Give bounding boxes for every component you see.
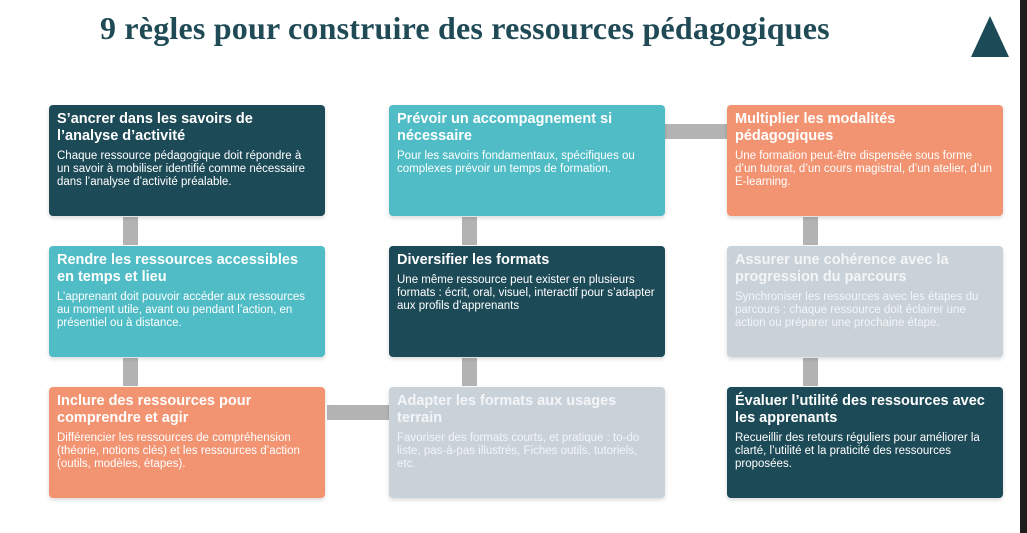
rule-card bbox=[389, 246, 665, 357]
connector bbox=[123, 217, 138, 245]
rule-text: Différencier les ressources de compréhension (théorie, notions clés) et les ressources d’action (outils, modèles, étapes). bbox=[57, 432, 300, 471]
triangle-icon bbox=[970, 14, 1010, 58]
rule-card bbox=[389, 387, 665, 498]
connector bbox=[123, 358, 138, 386]
connector bbox=[665, 124, 727, 139]
connector bbox=[462, 358, 477, 386]
rule-title: Diversifier les formats bbox=[397, 252, 550, 268]
rule-card bbox=[389, 105, 665, 216]
rule-text: Chaque ressource pédagogique doit répondre à un savoir à mobiliser identifié comme nécessaire dans l’analyse d’activité préalable. bbox=[57, 150, 305, 189]
rule-title: Prévoir un accompagnement si nécessaire bbox=[397, 111, 613, 144]
connector bbox=[803, 358, 818, 386]
rule-title: Rendre les ressources accessibles en temps et lieu bbox=[57, 252, 299, 285]
rule-text: Une même ressource peut exister en plusieurs formats : écrit, oral, visuel, interactif pour s’adapter aux profils d’apprenants bbox=[397, 274, 655, 313]
connector bbox=[462, 217, 477, 245]
rule-text: L’apprenant doit pouvoir accéder aux ressources au moment utile, avant ou pendant l’action, en présentiel ou à distance. bbox=[57, 291, 306, 330]
window-edge bbox=[1020, 0, 1027, 533]
rule-card bbox=[49, 105, 325, 216]
rule-card bbox=[49, 387, 325, 498]
rule-title: Évaluer l’utilité des ressources avec les apprenants bbox=[735, 393, 985, 426]
rule-title: Assurer une cohérence avec la progression du parcours bbox=[735, 252, 949, 285]
rule-text: Une formation peut-être dispensée sous forme d’un tutorat, d’un cours magistral, d’un atelier, d’un E-learning. bbox=[735, 150, 992, 189]
rule-text: Favoriser des formats courts, et pratique : to-do liste, pas-à-pas illustrés, Fiches outils, tutoriels, etc. bbox=[397, 432, 640, 471]
rule-card bbox=[727, 246, 1003, 357]
rule-text: Synchroniser les ressources avec les étapes du parcours : chaque ressource doit éclairer une action ou préparer une prochaine étape. bbox=[735, 291, 979, 330]
rule-title: Inclure des ressources pour comprendre et agir bbox=[57, 393, 252, 426]
connector bbox=[327, 405, 389, 420]
rule-text: Recueillir des retours réguliers pour améliorer la clarté, l’utilité et la praticité des ressources proposées. bbox=[735, 432, 980, 471]
rule-title: S’ancrer dans les savoirs de l’analyse d’activité bbox=[57, 111, 253, 144]
rule-card bbox=[727, 387, 1003, 498]
rule-title: Adapter les formats aux usages terrain bbox=[397, 393, 617, 426]
rule-title: Multiplier les modalités pédagogiques bbox=[735, 111, 896, 144]
rule-card bbox=[49, 246, 325, 357]
rule-card bbox=[727, 105, 1003, 216]
page-title: 9 règles pour construire des ressources pédagogiques bbox=[100, 10, 830, 46]
connector bbox=[803, 217, 818, 245]
rule-text: Pour les savoirs fondamentaux, spécifiques ou complexes prévoir un temps de formation. bbox=[397, 150, 635, 176]
